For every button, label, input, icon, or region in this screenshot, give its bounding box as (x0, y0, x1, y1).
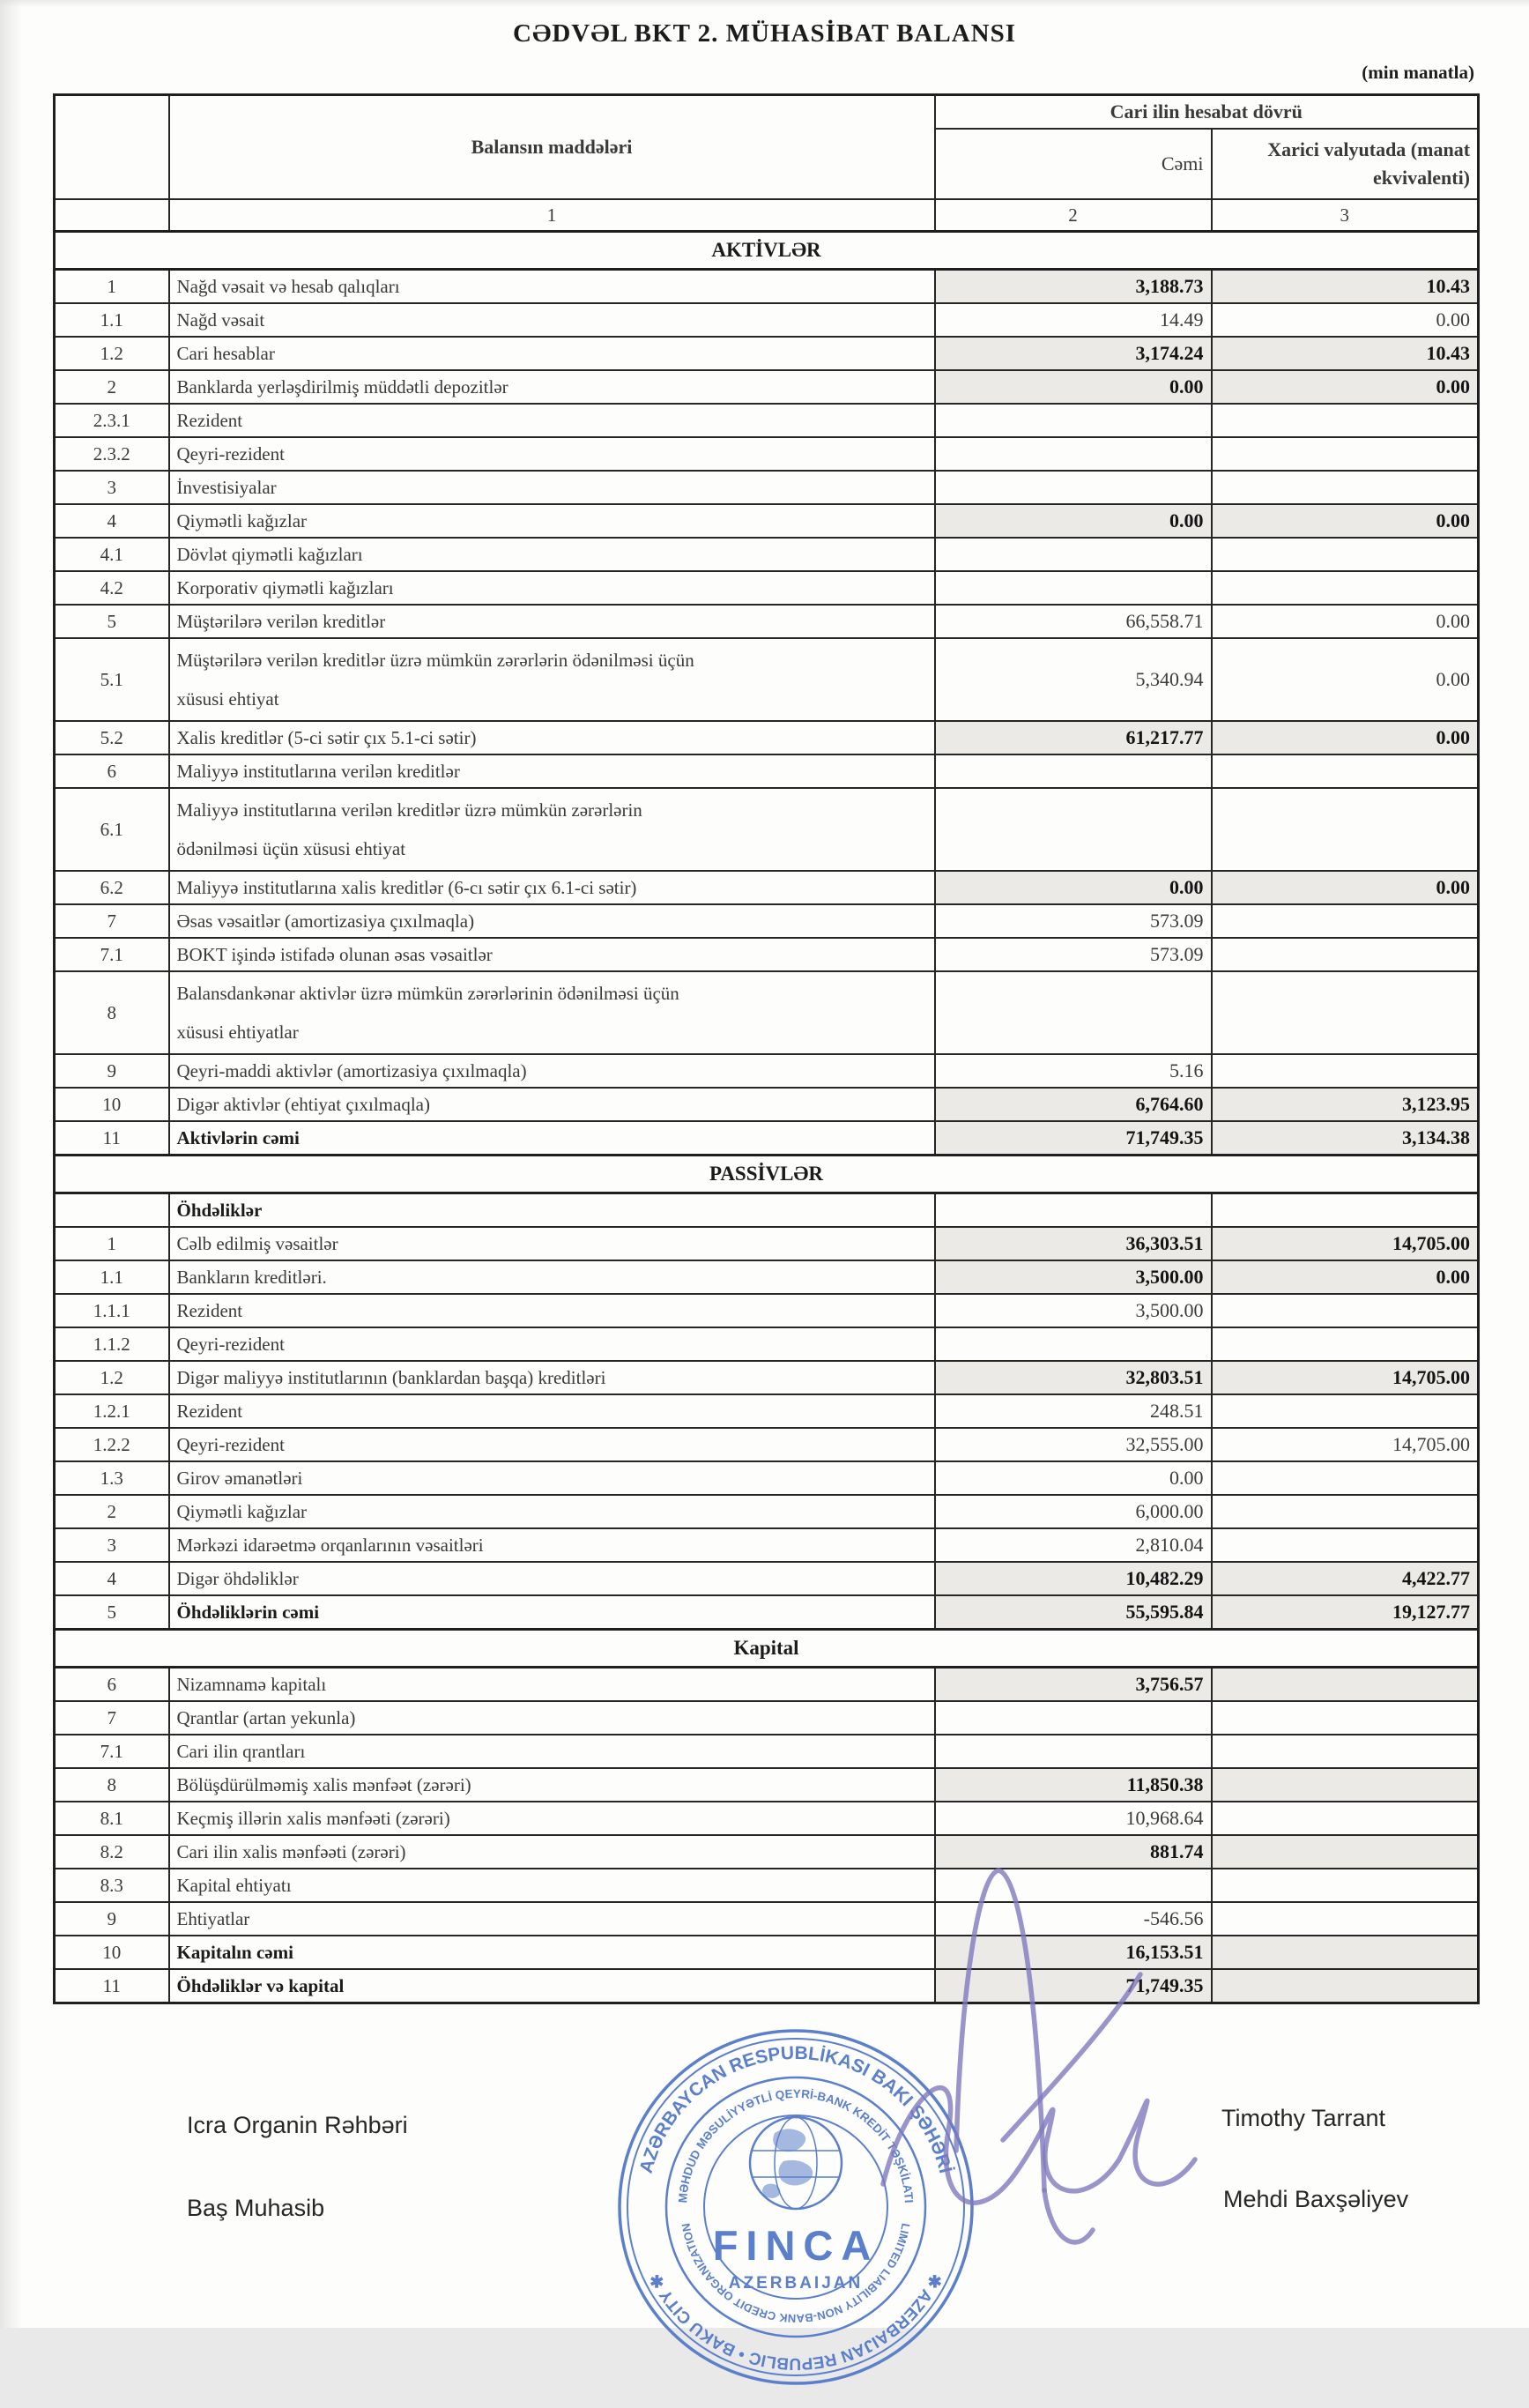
table-row (55, 471, 1479, 504)
row-fx-cell (1212, 1528, 1479, 1562)
row-number-cell: 3 (55, 1528, 169, 1562)
row-label-cell: Cari hesablar (169, 337, 935, 370)
row-label-cell: Banklarda yerləşdirilmiş müddətli depozitlər (169, 370, 935, 404)
row-number-cell: 1 (55, 270, 169, 304)
section-title: Kapital (55, 1630, 1479, 1668)
table-row (55, 504, 1479, 538)
colnum-3: 3 (1212, 199, 1479, 232)
row-number-cell: 8 (55, 971, 169, 1054)
row-label-cell: İnvestisiyalar (169, 471, 935, 504)
row-number-cell: 10 (55, 1088, 169, 1121)
table-row (55, 904, 1479, 938)
row-fx-cell (1212, 571, 1479, 605)
colnum-empty (55, 199, 169, 232)
row-number-cell: 1.2 (55, 1361, 169, 1394)
row-fx-cell (1212, 1802, 1479, 1835)
row-number-cell: 2 (55, 1495, 169, 1528)
row-label-cell: Öhdəliklər (169, 1193, 935, 1228)
row-number-cell: 8.1 (55, 1802, 169, 1835)
row-label-cell: Qeyri-maddi aktivlər (amortizasiya çıxılmaqla) (169, 1054, 935, 1088)
row-fx-cell (1212, 1394, 1479, 1428)
row-number-cell: 10 (55, 1936, 169, 1969)
signatory-name-accountant: Mehdi Baxşəliyev (1223, 2186, 1409, 2212)
row-total-cell: 55,595.84 (935, 1595, 1212, 1630)
row-total-cell: 71,749.35 (935, 1121, 1212, 1156)
row-total-cell (935, 1327, 1212, 1361)
row-fx-cell: 3,134.38 (1212, 1121, 1479, 1156)
table-row (55, 1327, 1479, 1361)
row-fx-cell (1212, 404, 1479, 437)
table-row (55, 437, 1479, 471)
row-fx-cell (1212, 1902, 1479, 1936)
table-row (55, 1668, 1479, 1702)
row-fx-cell (1212, 1054, 1479, 1088)
row-total-cell: 2,810.04 (935, 1528, 1212, 1562)
row-number-cell: 2 (55, 370, 169, 404)
row-fx-cell: 14,705.00 (1212, 1361, 1479, 1394)
row-fx-cell (1212, 971, 1479, 1054)
row-number-cell: 7 (55, 1701, 169, 1735)
row-number-cell: 8.2 (55, 1835, 169, 1869)
signatory-role-director: Icra Organin Rəhbəri (187, 2112, 408, 2138)
row-label-cell: Qiymətli kağızlar (169, 1495, 935, 1528)
row-number-cell: 6.2 (55, 871, 169, 904)
table-row (55, 938, 1479, 971)
table-row (55, 1595, 1479, 1630)
colnum-2: 2 (935, 199, 1212, 232)
scan-edge-left (0, 0, 23, 2328)
row-total-cell: 573.09 (935, 904, 1212, 938)
row-number-cell: 4 (55, 504, 169, 538)
row-total-cell: 10,968.64 (935, 1802, 1212, 1835)
row-number-cell: 5 (55, 605, 169, 638)
row-number-cell: 3 (55, 471, 169, 504)
row-total-cell (935, 538, 1212, 571)
row-label-cell: Digər öhdəliklər (169, 1562, 935, 1595)
row-total-cell (935, 571, 1212, 605)
signatory-name-director: Timothy Tarrant (1221, 2105, 1386, 2131)
table-row (55, 1121, 1479, 1156)
table-row (55, 1835, 1479, 1869)
row-total-cell: 0.00 (935, 1461, 1212, 1495)
row-number-cell (55, 1193, 169, 1228)
row-total-cell (935, 471, 1212, 504)
table-row (55, 1528, 1479, 1562)
row-total-cell: 0.00 (935, 370, 1212, 404)
row-total-cell: 16,153.51 (935, 1936, 1212, 1969)
row-label-cell: Kapitalın cəmi (169, 1936, 935, 1969)
header-total-label: Cəmi (935, 129, 1212, 199)
row-label-cell: Cari ilin xalis mənfəəti (zərəri) (169, 1835, 935, 1869)
row-number-cell: 4.2 (55, 571, 169, 605)
row-fx-cell: 0.00 (1212, 638, 1479, 721)
table-row (55, 1562, 1479, 1595)
row-total-cell: 3,174.24 (935, 337, 1212, 370)
table-row (55, 303, 1479, 337)
stamp-center-sub: AZERBAIJAN (728, 2274, 864, 2293)
colnum-1: 1 (169, 199, 935, 232)
unit-note: (min manatla) (1362, 62, 1474, 83)
table-row (55, 754, 1479, 788)
row-label-cell: Kapital ehtiyatı (169, 1869, 935, 1902)
row-fx-cell: 0.00 (1212, 871, 1479, 904)
row-number-cell: 1.2 (55, 337, 169, 370)
section-title: PASSİVLƏR (55, 1156, 1479, 1193)
row-fx-cell (1212, 1461, 1479, 1495)
table-row (55, 270, 1479, 304)
row-fx-cell (1212, 1327, 1479, 1361)
row-number-cell: 8.3 (55, 1869, 169, 1902)
table-row (55, 871, 1479, 904)
table-row (55, 1294, 1479, 1327)
header-items-label: Balansın maddələri (169, 95, 935, 200)
row-total-cell: 248.51 (935, 1394, 1212, 1428)
row-total-cell: 32,555.00 (935, 1428, 1212, 1461)
stamp-outer-top-text: AZƏRBAYCAN RESPUBLİKASI BAKI ŞƏHƏRİ (635, 2042, 956, 2176)
row-fx-cell: 0.00 (1212, 721, 1479, 754)
row-total-cell: 6,764.60 (935, 1088, 1212, 1121)
header-fx-label: Xarici valyutada (manat ekvivalenti) (1212, 129, 1479, 199)
section-title: AKTİVLƏR (55, 232, 1479, 270)
row-fx-cell: 19,127.77 (1212, 1595, 1479, 1630)
row-total-cell: -546.56 (935, 1902, 1212, 1936)
row-number-cell: 4 (55, 1562, 169, 1595)
row-label-cell: Rezident (169, 404, 935, 437)
table-row (55, 1936, 1479, 1969)
table-row (55, 788, 1479, 871)
row-number-cell: 1.1 (55, 1260, 169, 1294)
table-row (55, 1193, 1479, 1228)
row-fx-cell: 0.00 (1212, 303, 1479, 337)
header-empty-cell (55, 95, 169, 200)
row-fx-cell: 14,705.00 (1212, 1227, 1479, 1260)
row-fx-cell (1212, 1668, 1479, 1702)
row-total-cell: 3,500.00 (935, 1260, 1212, 1294)
row-label-cell: Korporativ qiymətli kağızları (169, 571, 935, 605)
row-total-cell: 10,482.29 (935, 1562, 1212, 1595)
row-label-cell: Mərkəzi idarəetmə orqanlarının vəsaitləri (169, 1528, 935, 1562)
row-total-cell: 0.00 (935, 871, 1212, 904)
row-label-cell: Nizamnamə kapitalı (169, 1668, 935, 1702)
row-fx-cell: 0.00 (1212, 605, 1479, 638)
row-fx-cell: 3,123.95 (1212, 1088, 1479, 1121)
stamp-inner-bottom-text: LIMITED LIABILITY NON-BANK CREDIT ORGANIZATION (679, 2222, 913, 2326)
row-number-cell: 6 (55, 1668, 169, 1702)
row-number-cell: 5.1 (55, 638, 169, 721)
section-header (55, 1156, 1479, 1193)
handwritten-signature (820, 1622, 1243, 2328)
row-label-cell: Qiymətli kağızlar (169, 504, 935, 538)
row-fx-cell (1212, 1735, 1479, 1768)
row-fx-cell: 10.43 (1212, 270, 1479, 304)
row-label-cell: Müştərilərə verilən kreditlər (169, 605, 935, 638)
table-row (55, 1428, 1479, 1461)
row-total-cell (935, 971, 1212, 1054)
row-total-cell: 32,803.51 (935, 1361, 1212, 1394)
table-row (55, 1768, 1479, 1802)
row-label-cell: Girov əmanətləri (169, 1461, 935, 1495)
row-label-cell: Digər maliyyə institutlarının (banklardan başqa) kreditləri (169, 1361, 935, 1394)
row-fx-cell (1212, 1768, 1479, 1802)
row-number-cell: 2.3.1 (55, 404, 169, 437)
row-label-cell: Rezident (169, 1294, 935, 1327)
row-fx-cell: 10.43 (1212, 337, 1479, 370)
row-label-cell: Müştərilərə verilən kreditlər üzrə mümkün zərərlərin ödənilməsi üçün xüsusi ehtiyat (169, 638, 935, 721)
row-number-cell: 9 (55, 1902, 169, 1936)
row-number-cell: 9 (55, 1054, 169, 1088)
table-row (55, 1088, 1479, 1121)
row-fx-cell (1212, 1701, 1479, 1735)
row-total-cell: 0.00 (935, 504, 1212, 538)
row-number-cell: 11 (55, 1969, 169, 2003)
row-number-cell: 7.1 (55, 938, 169, 971)
table-row (55, 1902, 1479, 1936)
row-label-cell: BOKT işində istifadə olunan əsas vəsaitlər (169, 938, 935, 971)
row-fx-cell: 0.00 (1212, 370, 1479, 404)
balance-table-body (55, 232, 1479, 2003)
table-row (55, 1701, 1479, 1735)
table-row (55, 1495, 1479, 1528)
table-row (55, 571, 1479, 605)
row-fx-cell (1212, 938, 1479, 971)
row-label-cell: Maliyyə institutlarına xalis kreditlər (6-cı sətir çıx 6.1-ci sətir) (169, 871, 935, 904)
row-total-cell: 61,217.77 (935, 721, 1212, 754)
row-total-cell: 5,340.94 (935, 638, 1212, 721)
row-label-cell: Ehtiyatlar (169, 1902, 935, 1936)
row-total-cell (935, 404, 1212, 437)
row-total-cell: 71,749.35 (935, 1969, 1212, 2003)
row-number-cell: 8 (55, 1768, 169, 1802)
table-row (55, 1869, 1479, 1902)
row-label-cell: Öhdəliklər və kapital (169, 1969, 935, 2003)
row-label-cell: Qeyri-rezident (169, 437, 935, 471)
row-fx-cell (1212, 1495, 1479, 1528)
row-fx-cell (1212, 1193, 1479, 1228)
row-number-cell: 1.2.1 (55, 1394, 169, 1428)
row-fx-cell: 14,705.00 (1212, 1428, 1479, 1461)
row-total-cell (935, 788, 1212, 871)
row-total-cell: 5.16 (935, 1054, 1212, 1088)
row-number-cell: 1 (55, 1227, 169, 1260)
row-total-cell: 11,850.38 (935, 1768, 1212, 1802)
row-number-cell: 1.3 (55, 1461, 169, 1495)
row-number-cell: 1.1.2 (55, 1327, 169, 1361)
table-row (55, 404, 1479, 437)
table-row (55, 1227, 1479, 1260)
row-fx-cell (1212, 1835, 1479, 1869)
row-number-cell: 5.2 (55, 721, 169, 754)
row-total-cell: 573.09 (935, 938, 1212, 971)
balance-table (53, 93, 1480, 2004)
row-total-cell: 3,756.57 (935, 1668, 1212, 1702)
row-label-cell: Rezident (169, 1394, 935, 1428)
row-label-cell: Cari ilin qrantları (169, 1735, 935, 1768)
table-row (55, 605, 1479, 638)
row-fx-cell (1212, 1294, 1479, 1327)
row-total-cell: 14.49 (935, 303, 1212, 337)
row-total-cell (935, 1193, 1212, 1228)
section-header (55, 1630, 1479, 1668)
row-number-cell: 11 (55, 1121, 169, 1156)
row-label-cell: Maliyyə institutlarına verilən kreditlər üzrə mümkün zərərlərin ödənilməsi üçün xüsusi ehtiyat (169, 788, 935, 871)
row-total-cell: 66,558.71 (935, 605, 1212, 638)
row-fx-cell (1212, 754, 1479, 788)
section-header (55, 232, 1479, 270)
row-fx-cell (1212, 1869, 1479, 1902)
table-row (55, 337, 1479, 370)
row-fx-cell (1212, 471, 1479, 504)
header-column-numbers (55, 199, 1479, 232)
row-fx-cell (1212, 1969, 1479, 2003)
row-number-cell: 6 (55, 754, 169, 788)
row-label-cell: Nağd vəsait və hesab qalıqları (169, 270, 935, 304)
row-number-cell: 7.1 (55, 1735, 169, 1768)
table-row (55, 1802, 1479, 1835)
table-row (55, 971, 1479, 1054)
row-label-cell: Qeyri-rezident (169, 1428, 935, 1461)
row-fx-cell (1212, 1936, 1479, 1969)
row-total-cell: 6,000.00 (935, 1495, 1212, 1528)
table-row (55, 1461, 1479, 1495)
row-fx-cell: 0.00 (1212, 1260, 1479, 1294)
row-total-cell: 3,188.73 (935, 270, 1212, 304)
row-fx-cell (1212, 538, 1479, 571)
row-number-cell: 1.2.2 (55, 1428, 169, 1461)
stamp-center-main: FINCA (712, 2222, 880, 2269)
stamp-inner-top-text: MƏHDUD MƏSULİYYƏTLİ QEYRİ-BANK KREDİT TƏŞKİLATI (675, 2086, 916, 2204)
row-number-cell: 5 (55, 1595, 169, 1630)
table-row (55, 1260, 1479, 1294)
row-label-cell: Dövlət qiymətli kağızları (169, 538, 935, 571)
scan-edge-top (0, 0, 1529, 7)
row-number-cell: 1.1.1 (55, 1294, 169, 1327)
row-label-cell: Keçmiş illərin xalis mənfəəti (zərəri) (169, 1802, 935, 1835)
row-label-cell: Nağd vəsait (169, 303, 935, 337)
row-total-cell: 881.74 (935, 1835, 1212, 1869)
table-row (55, 1735, 1479, 1768)
row-number-cell: 4.1 (55, 538, 169, 571)
table-row (55, 721, 1479, 754)
table-row (55, 638, 1479, 721)
row-fx-cell: 0.00 (1212, 504, 1479, 538)
row-number-cell: 7 (55, 904, 169, 938)
row-total-cell (935, 437, 1212, 471)
row-total-cell (935, 754, 1212, 788)
row-fx-cell (1212, 904, 1479, 938)
row-label-cell: Xalis kreditlər (5-ci sətir çıx 5.1-ci sətir) (169, 721, 935, 754)
table-row (55, 370, 1479, 404)
row-fx-cell: 4,422.77 (1212, 1562, 1479, 1595)
row-label-cell: Qrantlar (artan yekunla) (169, 1701, 935, 1735)
signatory-role-accountant: Baş Muhasib (187, 2195, 325, 2221)
table-row (55, 1969, 1479, 2003)
table-row (55, 1054, 1479, 1088)
row-label-cell: Bankların kreditləri. (169, 1260, 935, 1294)
row-number-cell: 2.3.2 (55, 437, 169, 471)
row-total-cell: 3,500.00 (935, 1294, 1212, 1327)
row-label-cell: Bölüşdürülməmiş xalis mənfəət (zərəri) (169, 1768, 935, 1802)
row-label-cell: Aktivlərin cəmi (169, 1121, 935, 1156)
page-title: CƏDVƏL BKT 2. MÜHASİBAT BALANSI (513, 19, 1016, 48)
stamp-outer-bottom-text: ✱ AZERBAIJAN REPUBLIC • BAKU CITY ✱ (646, 2270, 946, 2373)
row-fx-cell (1212, 788, 1479, 871)
row-label-cell: Cəlb edilmiş vəsaitlər (169, 1227, 935, 1260)
row-label-cell: Öhdəliklərin cəmi (169, 1595, 935, 1630)
row-number-cell: 6.1 (55, 788, 169, 871)
row-number-cell: 1.1 (55, 303, 169, 337)
header-period-label: Cari ilin hesabat dövrü (935, 95, 1479, 130)
table-row (55, 1361, 1479, 1394)
table-row (55, 1394, 1479, 1428)
row-fx-cell (1212, 437, 1479, 471)
table-row (55, 538, 1479, 571)
header-row-1 (55, 95, 1479, 130)
row-label-cell: Əsas vəsaitlər (amortizasiya çıxılmaqla) (169, 904, 935, 938)
row-label-cell: Balansdankənar aktivlər üzrə mümkün zərərlərinin ödənilməsi üçün xüsusi ehtiyatlar (169, 971, 935, 1054)
row-label-cell: Qeyri-rezident (169, 1327, 935, 1361)
row-label-cell: Digər aktivlər (ehtiyat çıxılmaqla) (169, 1088, 935, 1121)
row-total-cell: 36,303.51 (935, 1227, 1212, 1260)
row-label-cell: Maliyyə institutlarına verilən kreditlər (169, 754, 935, 788)
